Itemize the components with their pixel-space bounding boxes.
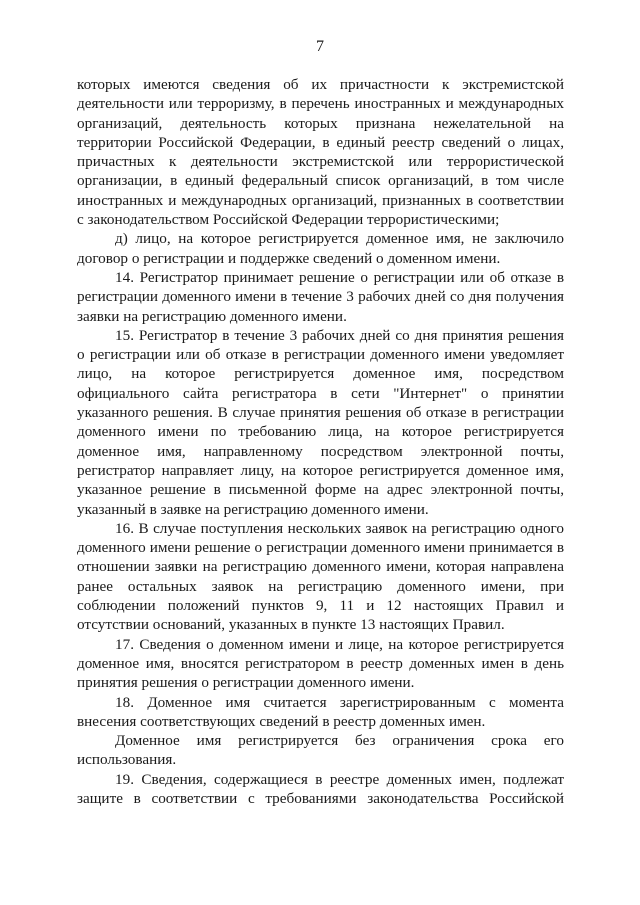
paragraph-17: 17. Сведения о доменном имени и лице, на которое регистрируется доменное имя, вносятся регистратором в реестр доменных имен в день принятия решения о регистрации доменного имени. <box>77 635 564 692</box>
document-body <box>77 75 564 808</box>
paragraph-18-continuation: Доменное имя регистрируется без ограничения срока его использования. <box>77 732 564 769</box>
paragraph-continuation: которых имеются сведения об их причастности к экстремистской деятельности или терроризму, в перечень иностранных и международных организаций, деятельность которых признана нежелательной на территории Российской Федерации, в единый реестр сведений о лицах, причастных к деятельности экстремистской или террористической организации, в единый федеральный список организаций, в том числе иностранных и международных организаций, признанных в соответствии с законодательством Российской Федерации террористическими; <box>77 76 564 229</box>
paragraph-14: 14. Регистратор принимает решение о регистрации или об отказе в регистрации доменного имени в течение 3 рабочих дней со дня получения заявки на регистрацию доменного имени. <box>77 268 564 325</box>
paragraph-item-d: д) лицо, на которое регистрируется доменное имя, не заключило договор о регистрации и поддержке сведений о доменном имени. <box>77 230 564 267</box>
paragraph-15: 15. Регистратор в течение 3 рабочих дней со дня принятия решения о регистрации или об отказе в регистрации доменного имени уведомляет лицо, на которое регистрируется доменное имя, посредством официального сайта регистратора в сети "Интернет" о принятии указанного решения. В случае принятия решения об отказе в регистрации доменного имени по требованию лица, на которое регистрируется доменное имя, направленному посредством электронной почты, регистратор направляет лицу, на которое регистрируется доменное имя, указанное решение в письменной форме на адрес электронной почты, указанный в заявке на регистрацию доменного имени. <box>77 326 564 518</box>
paragraph-18: 18. Доменное имя считается зарегистрированным с момента внесения соответствующих сведений в реестр доменных имен. <box>77 693 564 730</box>
page-number: 7 <box>316 38 324 55</box>
paragraph-16: 16. В случае поступления нескольких заявок на регистрацию одного доменного имени решение о регистрации доменного имени принимается в отношении заявки на регистрацию доменного имени, которая направлена ранее остальных заявок на регистрацию доменного имени, при соблюдении положений пунктов 9, 11 и 12 настоящих Правил и отсутствии оснований, указанных в пункте 13 настоящих Правил. <box>77 519 564 634</box>
paragraph-19: 19. Сведения, содержащиеся в реестре доменных имен, подлежат защите в соответствии с требованиями законодательства Российской <box>77 770 564 807</box>
